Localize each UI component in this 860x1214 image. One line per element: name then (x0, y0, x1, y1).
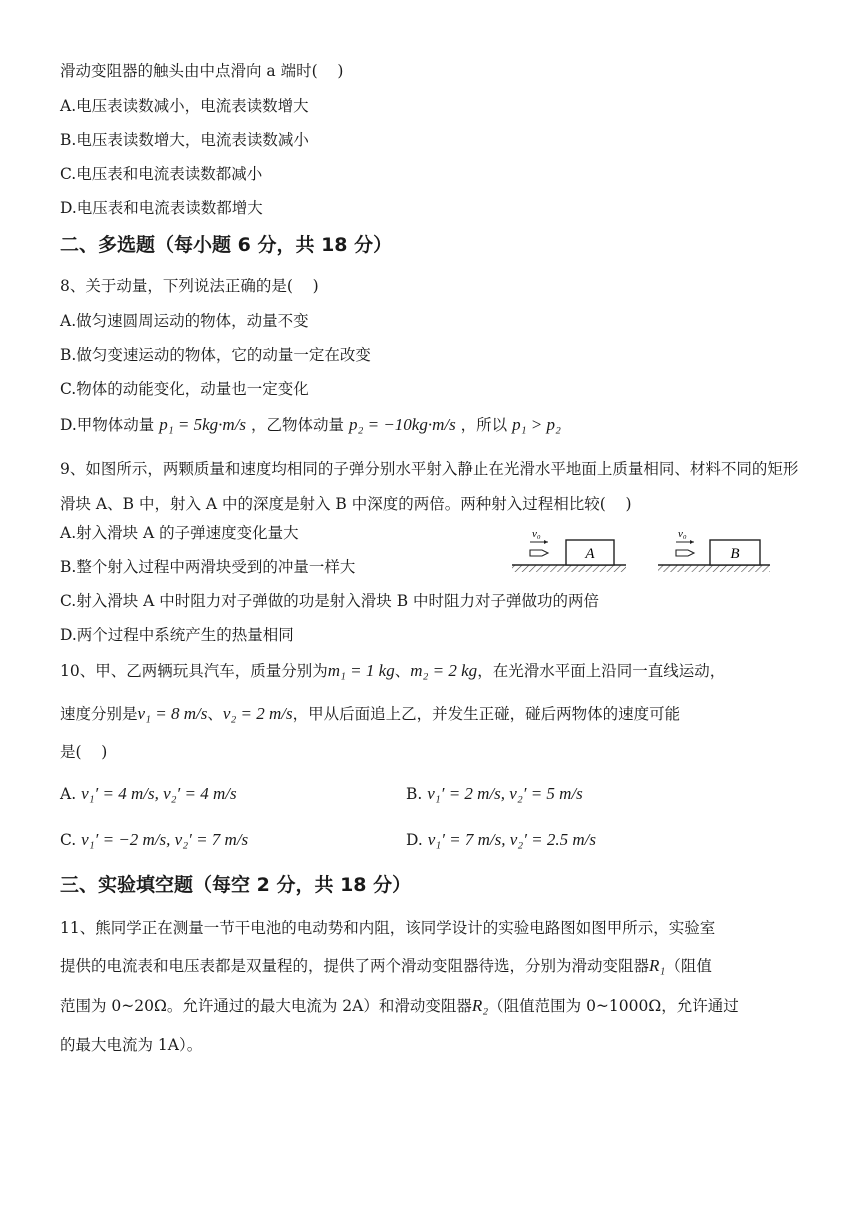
q10-m1-formula: m₁ = 1 kg (327, 661, 395, 680)
q10-stem-line1 (60, 660, 725, 682)
q9-stem: 9、如图所示，两颗质量和速度均相同的子弹分别水平射入静止在光滑水平地面上质量相同、材料不同的矩形滑块 A、B 中，射入 A 中的深度是射入 B 中深度的两倍。两种射入过程相比较( ) (60, 460, 799, 513)
q10-stem-line2 (60, 703, 680, 725)
q8-option-a[interactable]: A.做匀速圆周运动的物体，动量不变 (60, 312, 309, 330)
bullet-left-icon (530, 550, 548, 556)
q8-option-b[interactable]: B.做匀变速运动的物体，它的动量一定在改变 (60, 346, 371, 364)
q8-p2-formula: p₂ = −10kg·m/s (348, 415, 456, 434)
q8-option-d-mid: ，乙物体动量 (250, 416, 344, 434)
q11-line2-text: 提供的电流表和电压表都是双量程的，提供了两个滑动变阻器待选，分别为滑动变阻器 (60, 957, 650, 975)
q10-option-a-formula: v₁′ = 4 m/s, v₂′ = 4 m/s (81, 784, 237, 803)
q10-option-d[interactable] (406, 829, 596, 851)
q10-stem-text-3: 速度分别是 (60, 705, 138, 723)
block-a-label: A (585, 546, 595, 562)
block-b-label: B (730, 546, 740, 562)
section-heading-experiment: 三、实验填空题（每空 2 分，共 18 分） (60, 874, 412, 896)
q11-line1: 11、熊同学正在测量一节干电池的电动势和内阻，该同学设计的实验电路图如图甲所示，实验室 (60, 919, 716, 937)
q10-option-d-letter: D. (406, 831, 423, 849)
q8-stem: 8、关于动量，下列说法正确的是( ) (60, 277, 319, 295)
q9-option-d[interactable]: D.两个过程中系统产生的热量相同 (60, 626, 294, 644)
q11-line4: 的最大电流为 1A）。 (60, 1036, 203, 1054)
velocity-label-left: v₀ (532, 528, 541, 540)
q7-option-d[interactable]: D.电压表和电流表读数都增大 (60, 199, 263, 217)
q8-compare-formula: p₁ > p₂ (512, 415, 561, 434)
q10-option-c[interactable] (60, 829, 248, 851)
bullet-right-icon (676, 550, 694, 556)
q10-stem-text-2: ，在光滑水平面上沿同一直线运动， (477, 662, 726, 680)
q9-option-b[interactable]: B.整个射入过程中两滑块受到的冲量一样大 (60, 558, 356, 576)
q11-line2-text-b: （阻值 (665, 957, 712, 975)
q11-line3 (60, 995, 739, 1017)
q7-option-a[interactable]: A.电压表读数减小，电流表读数增大 (60, 97, 309, 115)
q10-option-b-letter: B. (406, 785, 423, 803)
q7-stem: 滑动变阻器的触头由中点滑向 a 端时( ) (60, 62, 344, 80)
q10-v2-formula: v₂ = 2 m/s (222, 704, 293, 723)
q7-option-b[interactable]: B.电压表读数增大，电流表读数减小 (60, 131, 309, 149)
q10-v1-formula: v₁ = 8 m/s (137, 704, 208, 723)
q8-option-d-prefix: D.甲物体动量 (60, 416, 155, 434)
q10-m2-formula: m₂ = 2 kg (410, 661, 478, 680)
q10-option-c-formula: v₁′ = −2 m/s, v₂′ = 7 m/s (81, 830, 249, 849)
q7-option-c[interactable]: C.电压表和电流表读数都减小 (60, 165, 263, 183)
q11-line2 (60, 955, 712, 977)
ground-left (512, 565, 626, 572)
section-heading-multiple-choice: 二、多选题（每小题 6 分，共 18 分） (60, 234, 393, 256)
q9-bullet-block-figure (508, 522, 778, 578)
q9-option-a[interactable]: A.射入滑块 A 的子弹速度变化量大 (60, 524, 299, 542)
q10-option-a[interactable] (60, 783, 237, 805)
q10-stem-text-1: 10、甲、乙两辆玩具汽车，质量分别为 (60, 662, 328, 680)
q10-option-d-formula: v₁′ = 7 m/s, v₂′ = 2.5 m/s (427, 830, 597, 849)
q8-option-c[interactable]: C.物体的动能变化，动量也一定变化 (60, 380, 309, 398)
q8-option-d[interactable] (60, 414, 561, 436)
q10-option-b[interactable] (406, 783, 583, 805)
ground-right (658, 565, 770, 572)
q10-separator: 、 (394, 662, 411, 680)
q9-option-c[interactable]: C.射入滑块 A 中时阻力对子弹做的功是射入滑块 B 中时阻力对子弹做功的两倍 (60, 592, 600, 610)
q8-p1-formula: p₁ = 5kg·m/s (159, 415, 247, 434)
q10-option-b-formula: v₁′ = 2 m/s, v₂′ = 5 m/s (427, 784, 583, 803)
q11-r2: R₂ (471, 996, 489, 1015)
q10-stem-text-4: ，甲从后面追上乙，并发生正碰，碰后两物体的速度可能 (292, 705, 681, 723)
q11-r1: R₁ (649, 956, 666, 975)
q10-option-c-letter: C. (60, 831, 77, 849)
q10-option-a-letter: A. (60, 785, 77, 803)
q8-option-d-mid2: ，所以 (460, 416, 508, 434)
q11-line3-text-b: （阻值范围为 0~1000Ω，允许通过 (488, 997, 739, 1015)
q10-separator-2: 、 (207, 705, 223, 723)
q10-stem-line3: 是( ) (60, 743, 108, 761)
velocity-label-right: v₀ (678, 528, 687, 540)
q11-line3-text: 范围为 0~20Ω。允许通过的最大电流为 2A）和滑动变阻器 (60, 997, 472, 1015)
